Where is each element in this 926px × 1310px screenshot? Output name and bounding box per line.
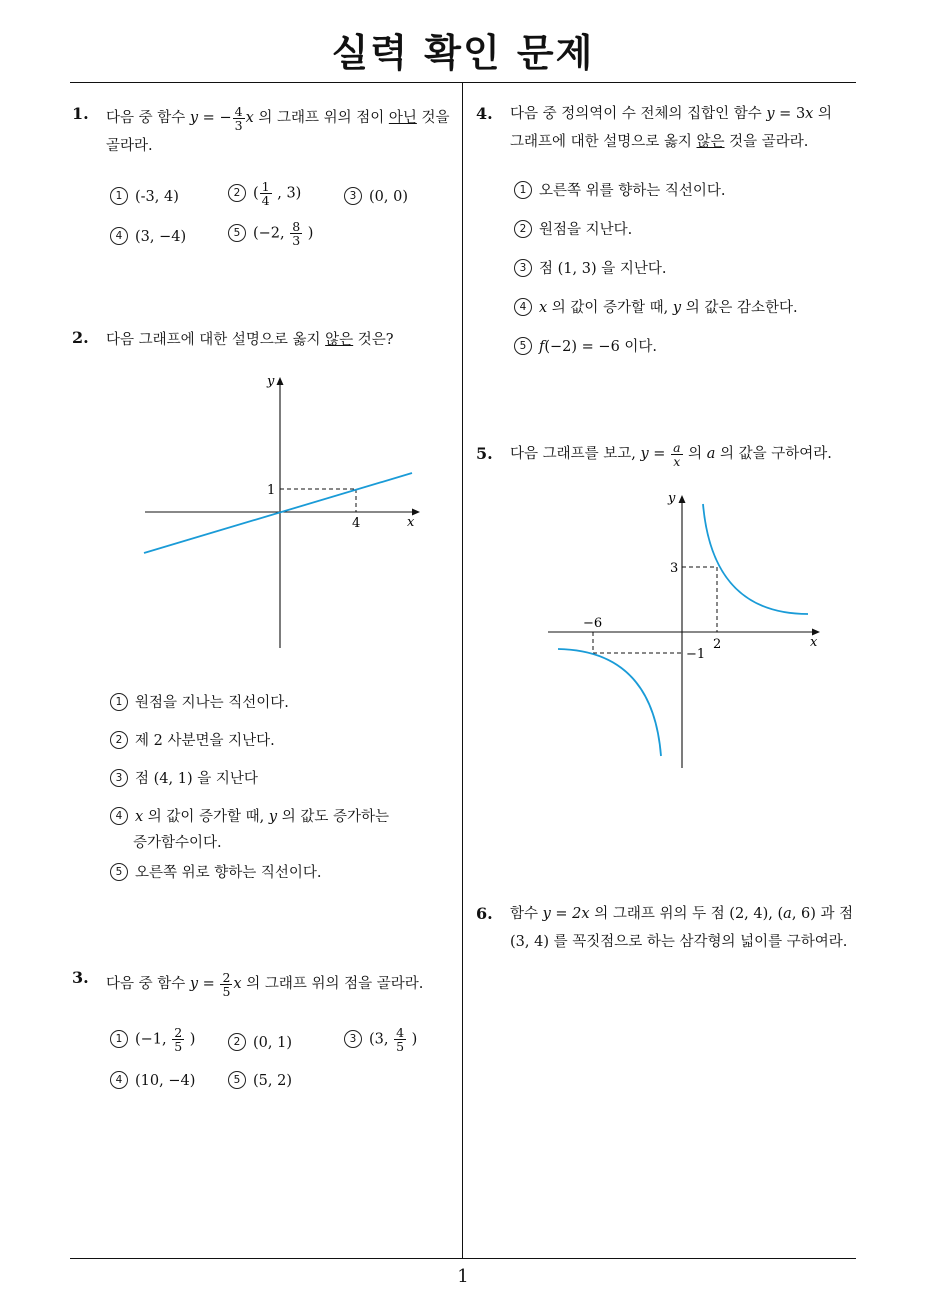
q4-option-3[interactable]	[514, 258, 666, 280]
q3-option-2-label: (0, 1)	[253, 1035, 292, 1051]
q3-option-3[interactable]	[344, 1026, 417, 1053]
q1-option-4-label: (3, −4)	[135, 229, 187, 245]
circled-4-icon: 4	[110, 807, 128, 825]
q1-o2-pre: (	[253, 185, 259, 202]
question-4-number: 4.	[476, 104, 493, 123]
q4-option-1[interactable]	[514, 180, 726, 202]
circled-4-icon: 4	[110, 227, 128, 245]
question-5-number: 5.	[476, 444, 493, 463]
q2-function-line	[144, 473, 412, 553]
circled-5-icon: 5	[110, 863, 128, 881]
question-1-number: 1.	[72, 104, 89, 123]
question-3-number: 3.	[72, 968, 89, 987]
q3-o1-fraction	[172, 1026, 184, 1053]
q4-option-2-label: 원점을 지난다.	[539, 222, 633, 238]
circled-3-icon: 3	[514, 259, 532, 277]
circled-3-icon: 3	[344, 187, 362, 205]
q2-y-label: y	[267, 374, 275, 389]
question-6-number: 6.	[476, 904, 493, 923]
question-2-number: 2.	[72, 328, 89, 347]
q3-frac-den: 5	[222, 983, 231, 999]
circled-2-icon: 2	[228, 1033, 246, 1051]
q1-option-1-label: (-3, 4)	[135, 189, 179, 205]
q3-text-a: 다음 중 함수	[106, 976, 190, 992]
circled-1-icon: 1	[110, 693, 128, 711]
question-1-text	[106, 104, 458, 160]
circled-1-icon: 1	[110, 1030, 128, 1048]
q1-text-a: 다음 중 함수	[106, 110, 186, 126]
q4-option-5[interactable]	[514, 336, 657, 358]
q5-tick-m6: −6	[583, 616, 603, 631]
q2-option-5-label: 오른쪽 위로 향하는 직선이다.	[135, 865, 322, 881]
q5-curve-quadrant-1	[703, 504, 808, 614]
q3-option-4[interactable]	[110, 1070, 195, 1092]
q4-option-3-label: 점 (1, 3) 을 지난다.	[539, 261, 667, 277]
q1-o5-den: 3	[292, 233, 301, 248]
q5-fraction	[671, 441, 682, 468]
q3-eq-var: x	[233, 976, 242, 992]
q2-text-b: 것은?	[353, 332, 394, 348]
q4-text-d: 것을 골라라.	[724, 134, 809, 150]
q2-y-arrow	[277, 377, 284, 385]
q3-option-2[interactable]	[228, 1032, 292, 1054]
q6-text-b: 의 그래프 위의 두 점 (2, 4), (	[589, 906, 784, 922]
q2-line-graph	[140, 368, 430, 658]
q3-option-5[interactable]	[228, 1070, 292, 1092]
q2-o4-var2: y	[268, 809, 278, 825]
q3-o1-num: 2	[174, 1025, 183, 1040]
q5-tick-2: 2	[713, 637, 722, 652]
q2-option-5[interactable]	[110, 862, 322, 884]
q1-o2-num: 1	[261, 179, 270, 194]
circled-1-icon: 1	[514, 181, 532, 199]
q3-eq-mid: =	[198, 976, 220, 992]
q1-o5-pre: (−2,	[253, 225, 290, 242]
q3-option-4-label: (10, −4)	[135, 1073, 196, 1089]
circled-2-icon: 2	[228, 184, 246, 202]
q5-frac-num: a	[673, 439, 681, 455]
q3-o3-fraction	[394, 1026, 406, 1053]
q2-option-3-label: 점 (4, 1) 을 지난다	[135, 771, 258, 787]
q3-option-5-label: (5, 2)	[253, 1073, 292, 1089]
q6-var-a: a	[783, 906, 792, 922]
question-6-text	[510, 900, 862, 956]
circled-2-icon: 2	[514, 220, 532, 238]
q1-frac-den: 3	[234, 117, 243, 133]
q4-o4-var2: y	[672, 300, 682, 316]
page-title: 실력 확인 문제	[331, 31, 595, 75]
q1-text-b: 의 그래프 위의 점이	[253, 110, 389, 126]
q2-option-4-cont: 증가함수이다.	[133, 835, 222, 851]
column-divider	[462, 83, 463, 1258]
q1-option-2[interactable]	[228, 180, 301, 207]
q2-o4-var1: x	[135, 809, 144, 825]
circled-4-icon: 4	[110, 1071, 128, 1089]
q1-o2-fraction	[260, 180, 272, 207]
q2-text-a: 다음 그래프에 대한 설명으로 옳지	[106, 332, 326, 348]
q6-equation: y = 2x	[542, 906, 590, 922]
q5-hyperbola-graph	[540, 484, 830, 774]
q1-o2-den: 4	[261, 193, 270, 208]
q4-option-1-label: 오른쪽 위를 향하는 직선이다.	[539, 183, 726, 199]
q1-eq-var: x	[245, 110, 254, 126]
q5-tick-m1: −1	[686, 647, 706, 662]
q5-y-label: y	[668, 491, 676, 506]
q2-tick-y: 1	[267, 483, 276, 498]
footer-rule	[70, 1258, 856, 1259]
q4-o5-fn: f	[539, 339, 545, 355]
q3-o1-den: 5	[174, 1039, 183, 1054]
header-rule	[70, 82, 856, 83]
circled-5-icon: 5	[514, 337, 532, 355]
q2-o4-a: 의 값이 증가할 때,	[143, 809, 269, 825]
q1-fraction	[233, 105, 245, 132]
q2-x-label: x	[407, 515, 415, 530]
q4-text-a: 다음 중 정의역이 수 전체의 집합인 함수	[510, 106, 767, 122]
q2-option-3[interactable]	[110, 768, 258, 790]
q5-text-c: 의 값을 구하여라.	[715, 446, 832, 462]
q4-option-4[interactable]	[514, 297, 798, 319]
q4-o5-rest: (−2) = −6 이다.	[544, 339, 658, 355]
circled-5-icon: 5	[228, 1071, 246, 1089]
q1-o5-fraction	[290, 220, 302, 247]
q5-x-label: x	[810, 635, 818, 650]
question-5-text	[510, 440, 862, 468]
q1-option-3-label: (0, 0)	[369, 189, 408, 205]
q4-o4-var1: x	[539, 300, 548, 316]
q1-eq-mid: = −	[198, 110, 232, 126]
q3-option-1[interactable]	[110, 1026, 195, 1053]
circled-3-icon: 3	[344, 1030, 362, 1048]
q1-option-1[interactable]	[110, 186, 179, 208]
q4-option-2[interactable]	[514, 219, 632, 241]
circled-2-icon: 2	[110, 731, 128, 749]
q1-o5-num: 8	[292, 219, 301, 234]
q5-frac-den: x	[673, 453, 681, 469]
q3-eq-lhs: y	[189, 976, 199, 992]
q6-text-c: , 6) 과 점	[791, 906, 854, 922]
circled-1-icon: 1	[110, 187, 128, 205]
q4-text-c: 그래프에 대한 설명으로 옳지	[510, 134, 697, 150]
q5-y-arrow	[679, 495, 686, 503]
q1-option-3[interactable]	[344, 186, 408, 208]
question-3-text	[106, 970, 458, 998]
q5-text-b: 의	[683, 446, 707, 462]
q3-o1-post: )	[185, 1031, 196, 1048]
circled-5-icon: 5	[228, 224, 246, 242]
q2-option-1-label: 원점을 지나는 직선이다.	[135, 695, 289, 711]
question-4-text	[510, 100, 862, 156]
q2-option-2-label: 제 2 사분면을 지난다.	[135, 733, 275, 749]
q4-o4-a: 의 값이 증가할 때,	[547, 300, 673, 316]
q2-o4-b: 의 값도 증가하는	[277, 809, 389, 825]
q6-text-d: (3, 4) 를 꼭짓점으로 하는 삼각형의 넓이를 구하여라.	[510, 934, 848, 950]
q3-o3-post: )	[407, 1031, 418, 1048]
q1-frac-num: 4	[234, 103, 243, 119]
q2-option-2[interactable]	[110, 730, 275, 752]
q4-eq-lhs: y	[766, 106, 775, 122]
q5-tick-3: 3	[670, 561, 679, 576]
q2-option-4[interactable]	[110, 806, 389, 828]
q5-curve-quadrant-3	[558, 649, 661, 756]
circled-3-icon: 3	[110, 769, 128, 787]
q5-var-a: a	[706, 446, 716, 462]
q1-o5-post: )	[303, 225, 314, 242]
q5-text-a: 다음 그래프를 보고,	[510, 446, 641, 462]
q2-underline: 않은	[325, 332, 354, 348]
q3-frac-num: 2	[222, 969, 231, 985]
q3-o3-pre: (3,	[369, 1031, 394, 1048]
question-2-text	[106, 326, 458, 354]
q3-text-b: 의 그래프 위의 점을 골라라.	[241, 976, 424, 992]
q1-underline: 아닌	[388, 110, 417, 126]
q1-o2-post: , 3)	[272, 185, 302, 202]
q3-o1-pre: (−1,	[135, 1031, 172, 1048]
q6-text-a: 함수	[510, 906, 543, 922]
q1-option-4[interactable]	[110, 226, 186, 248]
q2-tick-x: 4	[352, 516, 361, 531]
q4-o4-b: 의 값은 감소한다.	[681, 300, 798, 316]
q5-eq-lhs: y	[640, 446, 649, 462]
q5-eq-mid: =	[648, 446, 671, 462]
q1-option-5[interactable]	[228, 220, 313, 247]
q1-text-d: 골라라.	[106, 138, 153, 154]
q4-eq-var: x	[805, 106, 814, 122]
q4-eq-rhs: = 3	[774, 106, 806, 122]
q3-o3-den: 5	[396, 1039, 405, 1054]
q4-underline: 않은	[696, 134, 725, 150]
q2-option-1[interactable]	[110, 692, 289, 714]
q1-text-c: 것을	[416, 110, 450, 126]
q1-eq-lhs: y	[189, 110, 199, 126]
circled-4-icon: 4	[514, 298, 532, 316]
q4-text-b: 의	[813, 106, 832, 122]
q3-o3-num: 4	[396, 1025, 405, 1040]
page-number: 1	[457, 1266, 469, 1287]
q3-fraction	[220, 971, 232, 998]
